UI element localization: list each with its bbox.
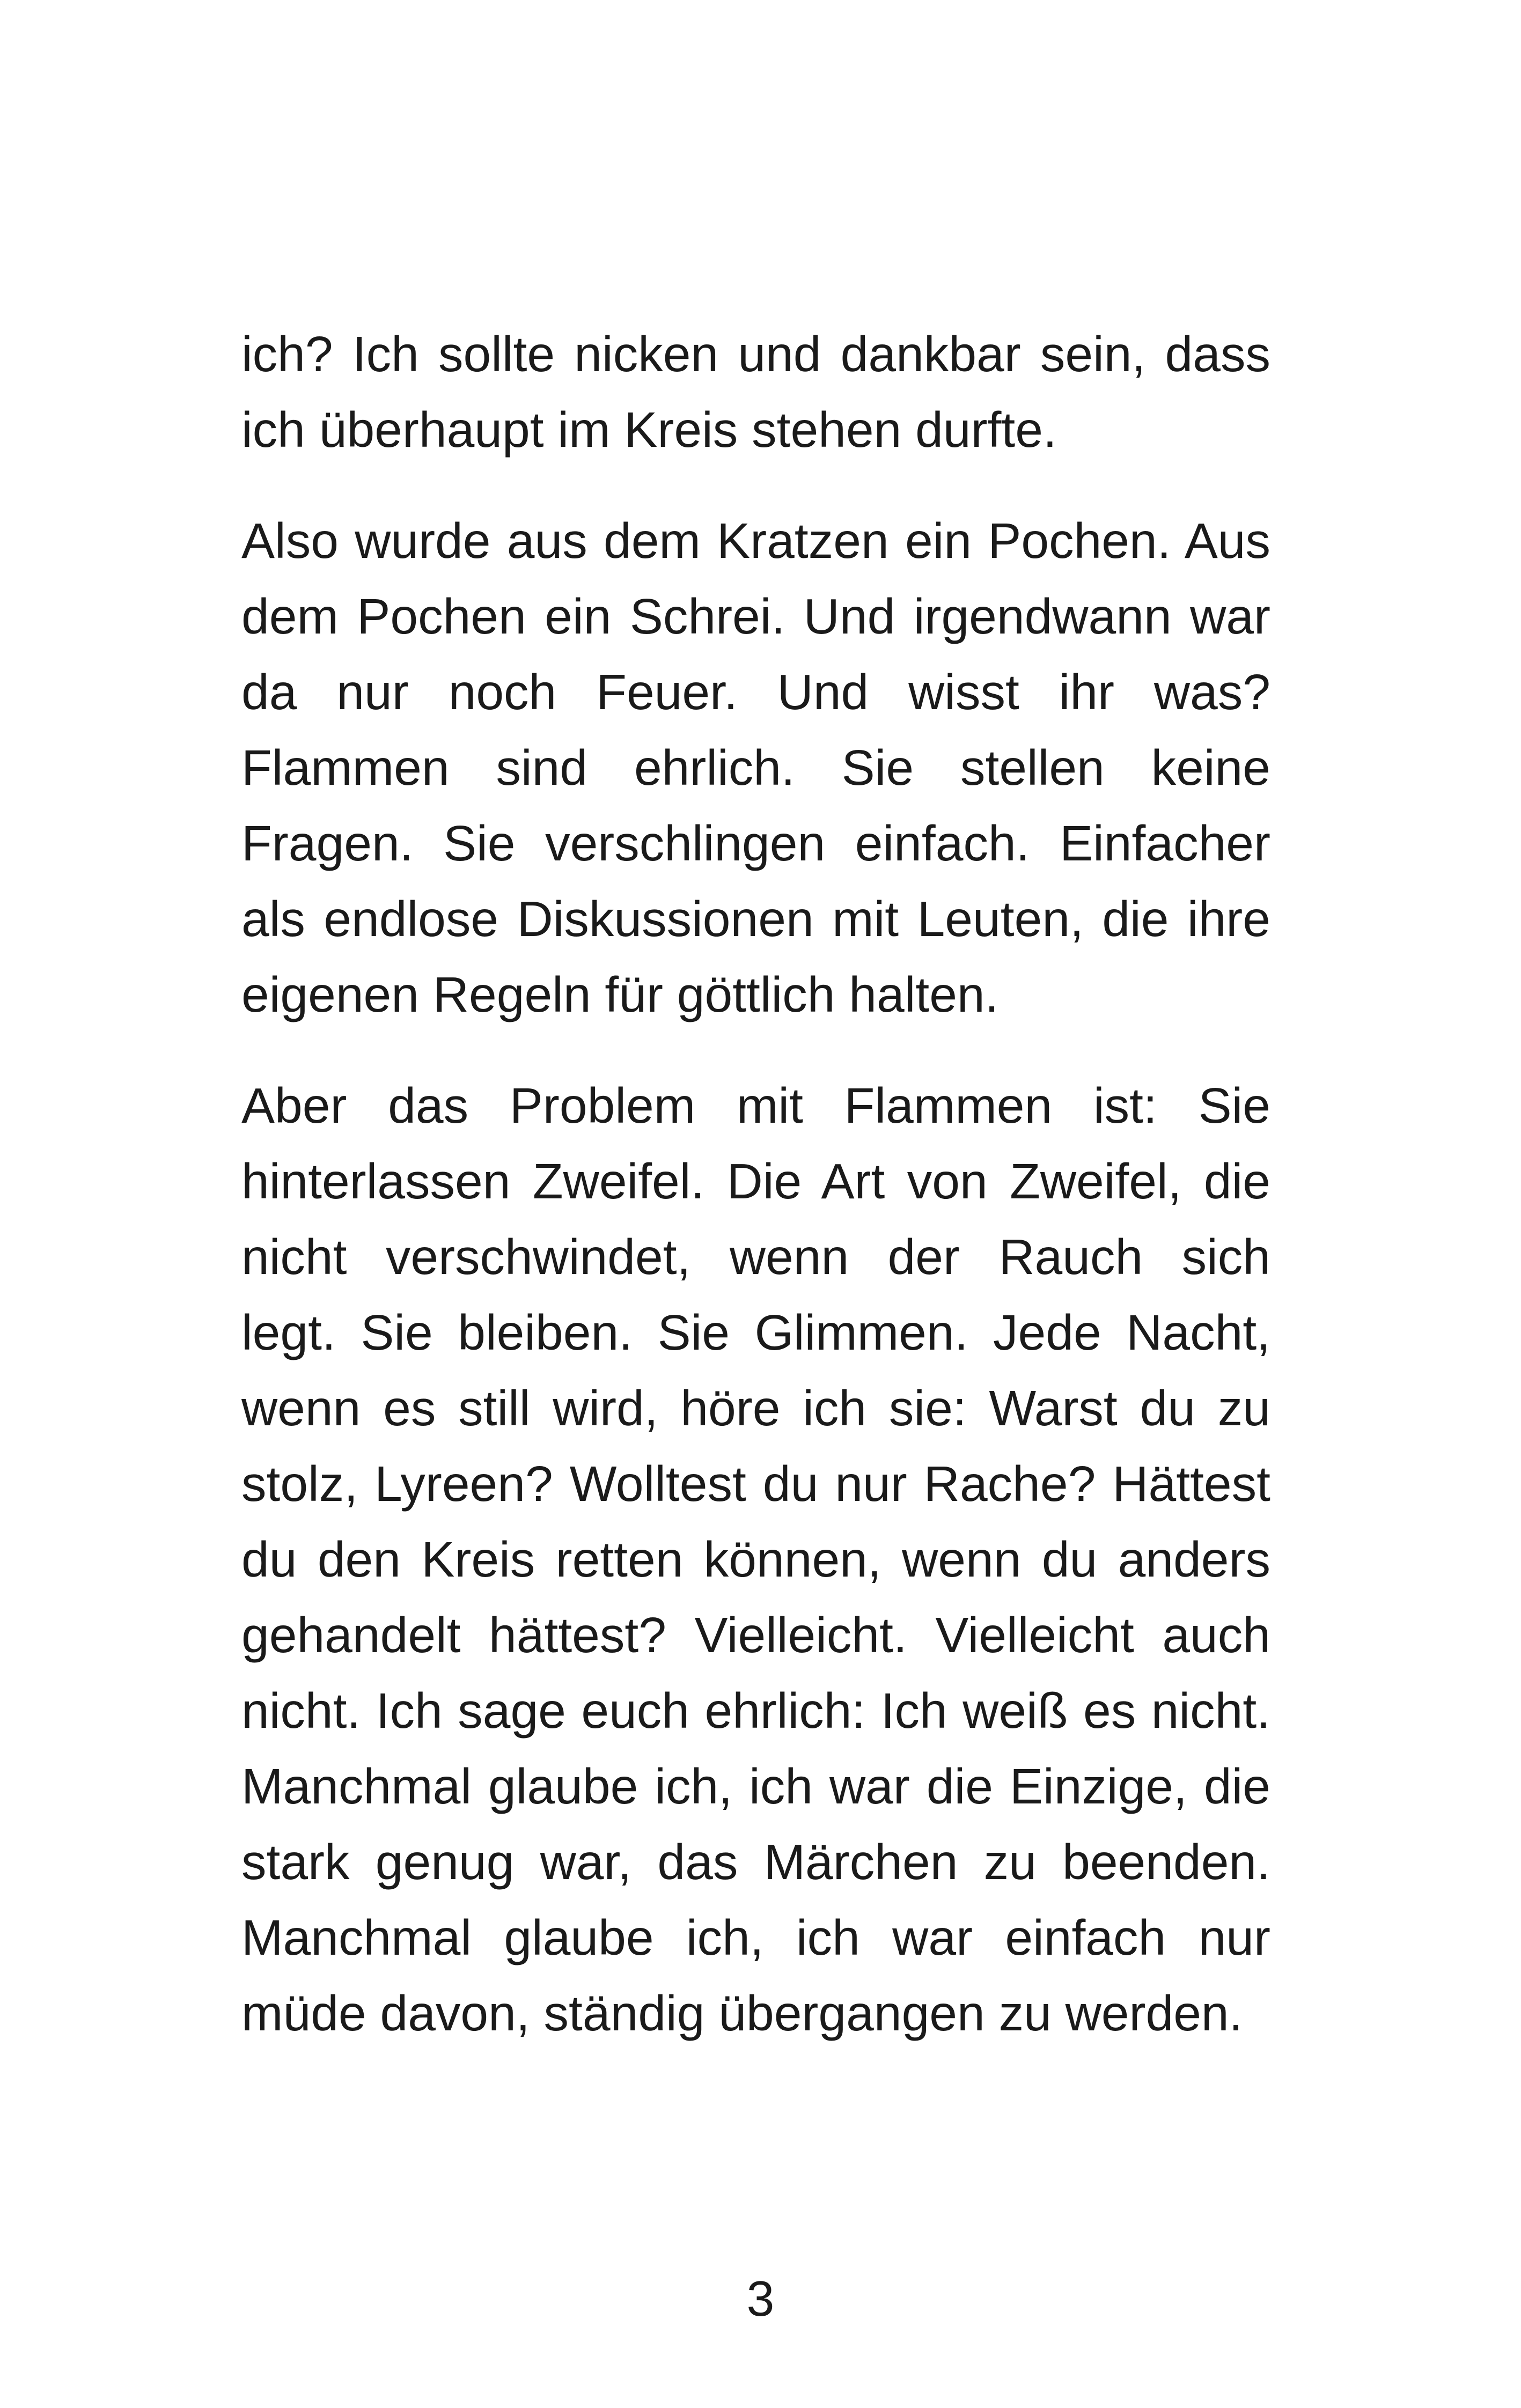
text-line: als endlose Diskussionen mit Leuten, die ihre	[241, 891, 1270, 947]
text-line: Aber das Problem mit Flammen ist: Sie	[241, 1078, 1270, 1133]
paragraph-1	[241, 316, 1270, 468]
text-line: eigenen Regeln für göttlich halten.	[241, 967, 999, 1022]
text-line: Manchmal glaube ich, ich war die Einzige, die	[241, 1758, 1270, 1814]
text-line: ich überhaupt im Kreis stehen durfte.	[241, 402, 1057, 458]
text-line: Manchmal glaube ich, ich war einfach nur	[241, 1910, 1270, 1965]
text-line: ich? Ich sollte nicken und dankbar sein, dass	[241, 326, 1270, 382]
text-line: dem Pochen ein Schrei. Und irgendwann war	[241, 588, 1270, 644]
text-line: legt. Sie bleiben. Sie Glimmen. Jede Nacht,	[241, 1305, 1270, 1360]
text-line: müde davon, ständig übergangen zu werden.	[241, 1985, 1243, 2041]
text-line: nicht verschwindet, wenn der Rauch sich	[241, 1229, 1270, 1285]
paragraph-3	[241, 1068, 1270, 2051]
text-line: stark genug war, das Märchen zu beenden.	[241, 1834, 1270, 1890]
text-line: Flammen sind ehrlich. Sie stellen keine	[241, 740, 1270, 796]
text-line: hinterlassen Zweifel. Die Art von Zweifel, die	[241, 1153, 1270, 1209]
paragraph-2	[241, 503, 1270, 1033]
body-text	[241, 316, 1270, 2087]
text-line: du den Kreis retten können, wenn du anders	[241, 1531, 1270, 1587]
page-number: 3	[746, 2271, 775, 2326]
text-line: nicht. Ich sage euch ehrlich: Ich weiß es nicht.	[241, 1683, 1270, 1739]
text-line: gehandelt hättest? Vielleicht. Vielleicht auch	[241, 1607, 1270, 1663]
text-line: Fragen. Sie verschlingen einfach. Einfacher	[241, 815, 1270, 871]
text-line: stolz, Lyreen? Wolltest du nur Rache? Hättest	[241, 1456, 1270, 1512]
text-line: da nur noch Feuer. Und wisst ihr was?	[241, 664, 1270, 720]
text-line: wenn es still wird, höre ich sie: Warst du zu	[241, 1380, 1270, 1436]
text-line: Also wurde aus dem Kratzen ein Pochen. Aus	[241, 513, 1270, 569]
